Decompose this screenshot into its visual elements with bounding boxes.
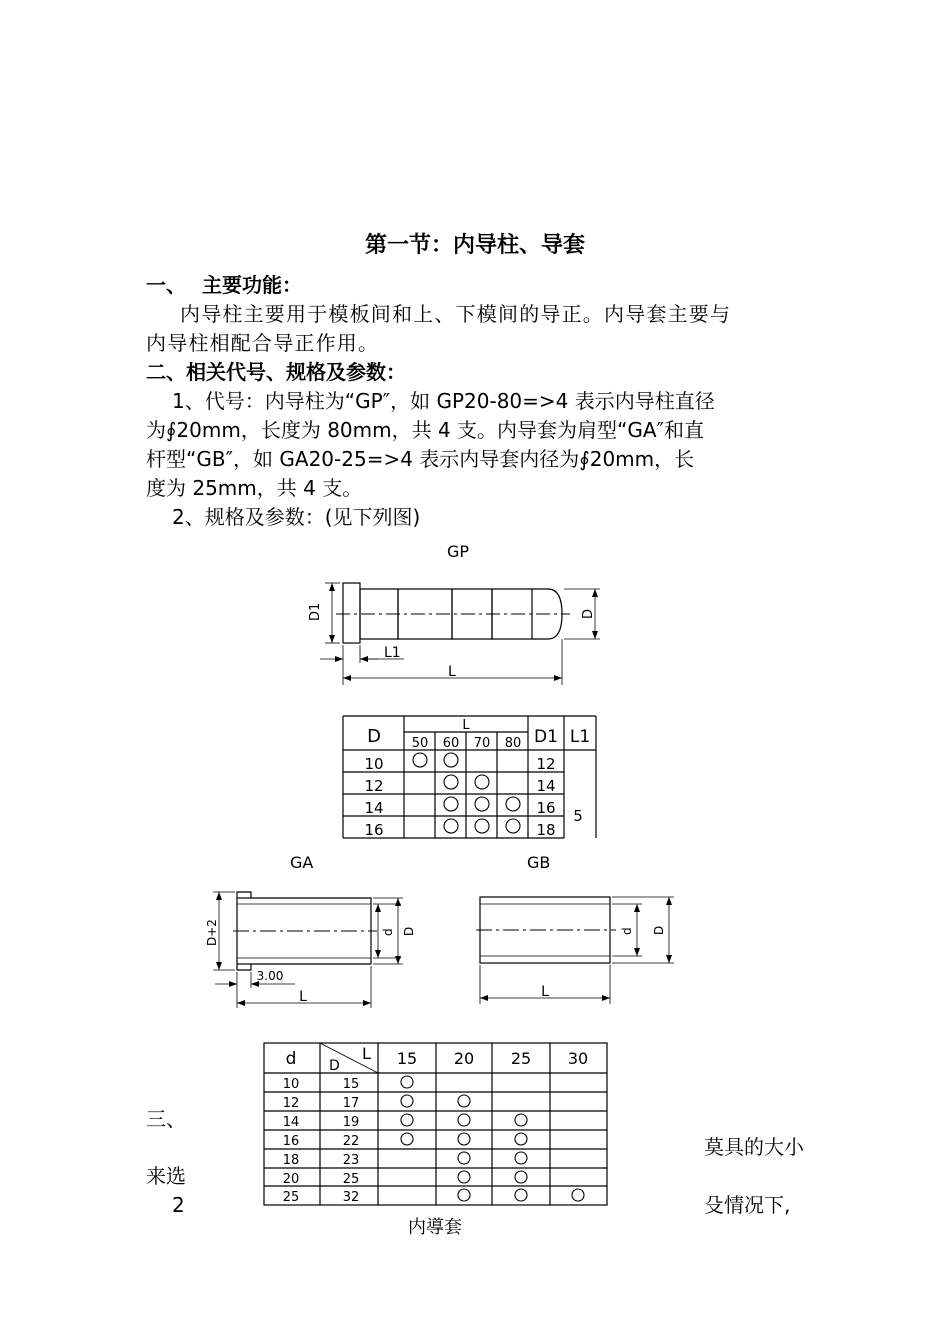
bushing-table-cell-d-small: 18 [282, 1153, 300, 1168]
gp-table-mark [475, 797, 489, 811]
bushing-table-cell-d-small: 12 [282, 1096, 300, 1111]
gp-table-mark [444, 775, 458, 789]
section2-line4: 度为 25mm，共 4 支。 [146, 476, 363, 500]
bushing-table-cell-d-small: 14 [282, 1115, 300, 1130]
section2-heading: 二、相关代号、规格及参数： [146, 360, 406, 384]
gp-dim-l1: L1 [384, 645, 401, 661]
bushing-table-length-header: 15 [396, 1049, 418, 1068]
gp-table-header-d1: D1 [534, 727, 558, 747]
gp-table-cell-d: 16 [364, 821, 384, 839]
ga-dim-d: D [402, 926, 416, 936]
gp-table-mark [413, 753, 427, 767]
section1-number: 一、 [146, 273, 186, 297]
gp-dim-l: L [448, 664, 456, 680]
bushing-table-cell-d-small: 10 [282, 1077, 300, 1092]
bushing-table-length-header: 25 [510, 1049, 532, 1068]
section3-text-fragment: 莫具的大小 [704, 1135, 804, 1159]
gb-label: GB [527, 853, 551, 872]
bushing-table-cell-d: 15 [342, 1077, 360, 1092]
ga-dim-l: L [299, 989, 307, 1005]
gp-table-mark [475, 819, 489, 833]
bushing-table-header-d-small: d [285, 1049, 297, 1069]
gb-dim-d-small: d [620, 927, 634, 935]
gp-table-header-l: L [462, 718, 470, 733]
gp-table-cell-d1: 18 [536, 821, 556, 839]
page-title: 第一节：内导柱、导套 [364, 233, 585, 258]
gp-table-l1-value: 5 [573, 807, 583, 825]
gp-table-header-d: D [367, 726, 381, 747]
gp-spec-table [340, 712, 602, 840]
gp-table-length-header: 80 [504, 736, 522, 751]
bushing-table-cell-d: 23 [342, 1153, 360, 1168]
bushing-table-header-l: L [362, 1044, 371, 1063]
gp-guide-pin-drawing [300, 535, 620, 690]
gp-label: GP [446, 542, 470, 561]
bushing-table-cell-d-small: 20 [282, 1172, 300, 1187]
gp-table-mark [506, 797, 520, 811]
ga-dim-3-00: 3.00 [256, 969, 284, 983]
gp-table-length-header: 60 [442, 736, 460, 751]
gp-table-length-header: 70 [473, 736, 491, 751]
gb-dim-d: D [652, 925, 666, 935]
section3-text-fragment-3: 殳情况下, [704, 1193, 791, 1217]
section2-line3: 杆型“GB″，如 GA20-25=>4 表示内导套内径为∮20mm，长 [146, 447, 695, 471]
section1-heading: 主要功能： [202, 273, 302, 297]
bushing-table-cell-d: 32 [342, 1190, 360, 1205]
gp-table-mark [444, 819, 458, 833]
gb-straight-bushing-drawing [470, 880, 690, 1010]
gp-dim-d: D [581, 608, 596, 619]
gp-dim-d1: D1 [308, 602, 323, 621]
ga-shouldered-bushing-drawing [195, 880, 425, 1010]
section3-item-number: 2 [172, 1193, 185, 1217]
gp-table-mark [475, 775, 489, 789]
gp-table-cell-d: 10 [364, 755, 384, 773]
ga-label: GA [290, 853, 314, 872]
section2-line2: 为∮20mm，长度为 80mm，共 4 支。内导套为肩型“GA″和直 [146, 418, 705, 442]
gp-table-mark [444, 753, 458, 767]
section2-line5: 2、规格及参数：(见下列图) [172, 505, 421, 529]
section3-text-fragment-2: 来选 [146, 1164, 186, 1188]
gp-table-cell-d: 12 [364, 777, 384, 795]
section3-number: 三、 [146, 1107, 186, 1131]
gp-table-mark [506, 819, 520, 833]
gp-table-header-l1: L1 [569, 727, 591, 747]
gp-table-cell-d1: 16 [536, 799, 556, 817]
gp-table-mark [444, 797, 458, 811]
bushing-table-cell-d: 19 [342, 1115, 360, 1130]
bushing-table-cell-d: 17 [342, 1096, 360, 1111]
bushing-table-length-header: 20 [453, 1049, 475, 1068]
section1-paragraph-line2: 内导柱相配合导正作用。 [146, 331, 380, 355]
bushing-table-cell-d-small: 16 [282, 1134, 300, 1149]
bushing-table-cell-d: 22 [342, 1134, 360, 1149]
ga-dim-d-plus-2: D+2 [205, 919, 219, 946]
bushing-table-cell-d: 25 [342, 1172, 360, 1187]
ga-dim-d-small: d [381, 928, 395, 936]
gp-table-cell-d1: 12 [536, 755, 556, 773]
bushing-spec-table [262, 1041, 610, 1209]
gp-table-cell-d: 14 [364, 799, 384, 817]
gp-table-cell-d1: 14 [536, 777, 556, 795]
bushing-table-header-d: D [329, 1058, 340, 1074]
bushing-table-caption: 内導套 [408, 1217, 462, 1238]
section1-paragraph-line1: 内导柱主要用于模板间和上、下模间的导正。内导套主要与 [180, 302, 732, 326]
bushing-table-length-header: 30 [567, 1049, 589, 1068]
gb-dim-l: L [541, 984, 549, 1000]
gp-table-length-header: 50 [411, 736, 429, 751]
section2-line1: 1、代号：内导柱为“GP″，如 GP20-80=>4 表示内导柱直径 [172, 389, 715, 413]
bushing-table-cell-d-small: 25 [282, 1190, 300, 1205]
